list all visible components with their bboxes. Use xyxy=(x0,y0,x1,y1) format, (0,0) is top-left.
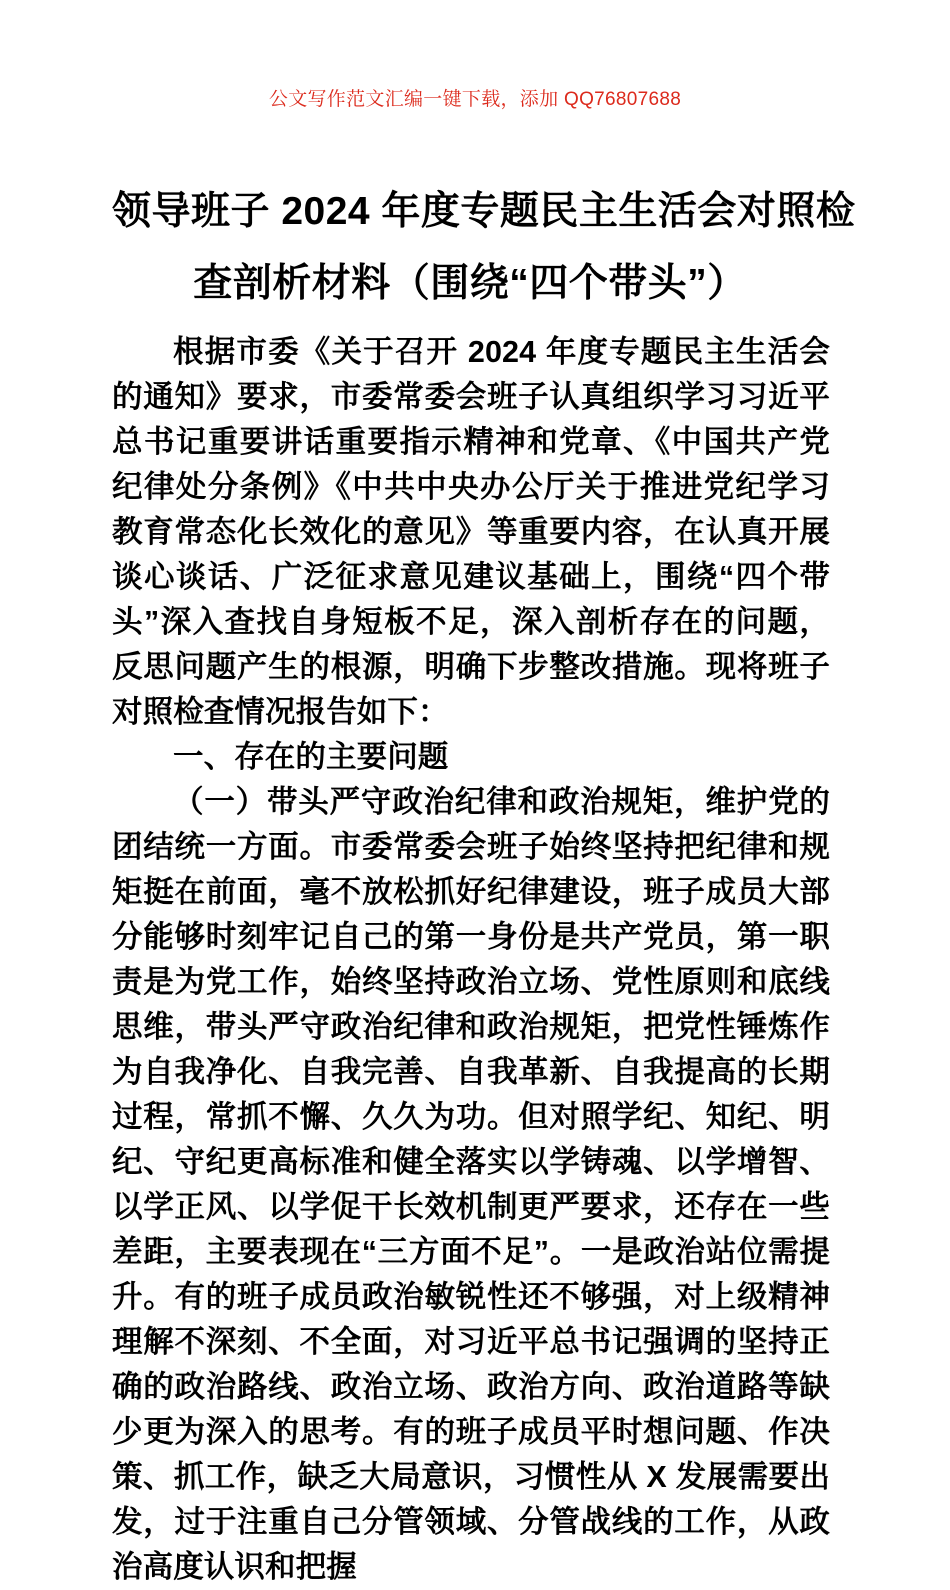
section-heading-one: 一、存在的主要问题 xyxy=(173,740,449,774)
paragraph-subsection-one: （一）带头严守政治纪律和政治规矩，维护党的团结统一方面。市委常委会班子始终坚持把纪律和规矩挺在前面，毫不放松抓好纪律建设，班子成员大部分能够时刻牢记自己的第一身份是共产党员，第一职责是为党工作，始终坚持政治立场、党性原则和底线思维，带头严守政治纪律和政治规矩，把党性锤炼作为自我净化、自我完善、自我革新、自我提高的长期过程，常抓不懈、久久为功。但对照学纪、知纪、明纪、守纪更高标准和健全落实以学铸魂、以学增智、以学正风、以学促干长效机制更严要求，还存在一些差距，主要表现在“三方面不足”。一是政治站位需提升。有的班子成员政治敏锐性还不够强，对上级精神理解不深刻、不全面，对习近平总书记强调的坚持正确的政治路线、政治立场、政治方向、政治道路等缺少更为深入的思考。有的班子成员平时想问题、作决策、抓工作，缺乏大局意识，习惯性从 X 发展需要出发，过于注重自己分管领域、分管战线的工作，从政治高度认识和把握 xyxy=(112,785,830,1584)
paragraph-intro: 根据市委《关于召开 2024 年度专题民主生活会的通知》要求，市委常委会班子认真组织学习习近平总书记重要讲话重要指示精神和党章、《中国共产党纪律处分条例》《中共中央办公厅关于推进党纪学习教育常态化长效化的意见》等重要内容，在认真开展谈心谈话、广泛征求意见建议基础上，围绕“四个带头”深入查找自身短板不足，深入剖析存在的问题，反思问题产生的根源，明确下步整改措施。现将班子对照检查情况报告如下： xyxy=(112,335,830,729)
page-title xyxy=(112,176,856,320)
page-title-line-2: 查剖析材料（围绕“四个带头”） xyxy=(193,262,747,305)
page-title-line-1: 领导班子 2024 年度专题民主生活会对照检 xyxy=(112,190,856,233)
document-body xyxy=(112,330,830,1590)
promo-banner-text: 公文写作范文汇编一键下载，添加 QQ76807688 xyxy=(268,89,682,110)
